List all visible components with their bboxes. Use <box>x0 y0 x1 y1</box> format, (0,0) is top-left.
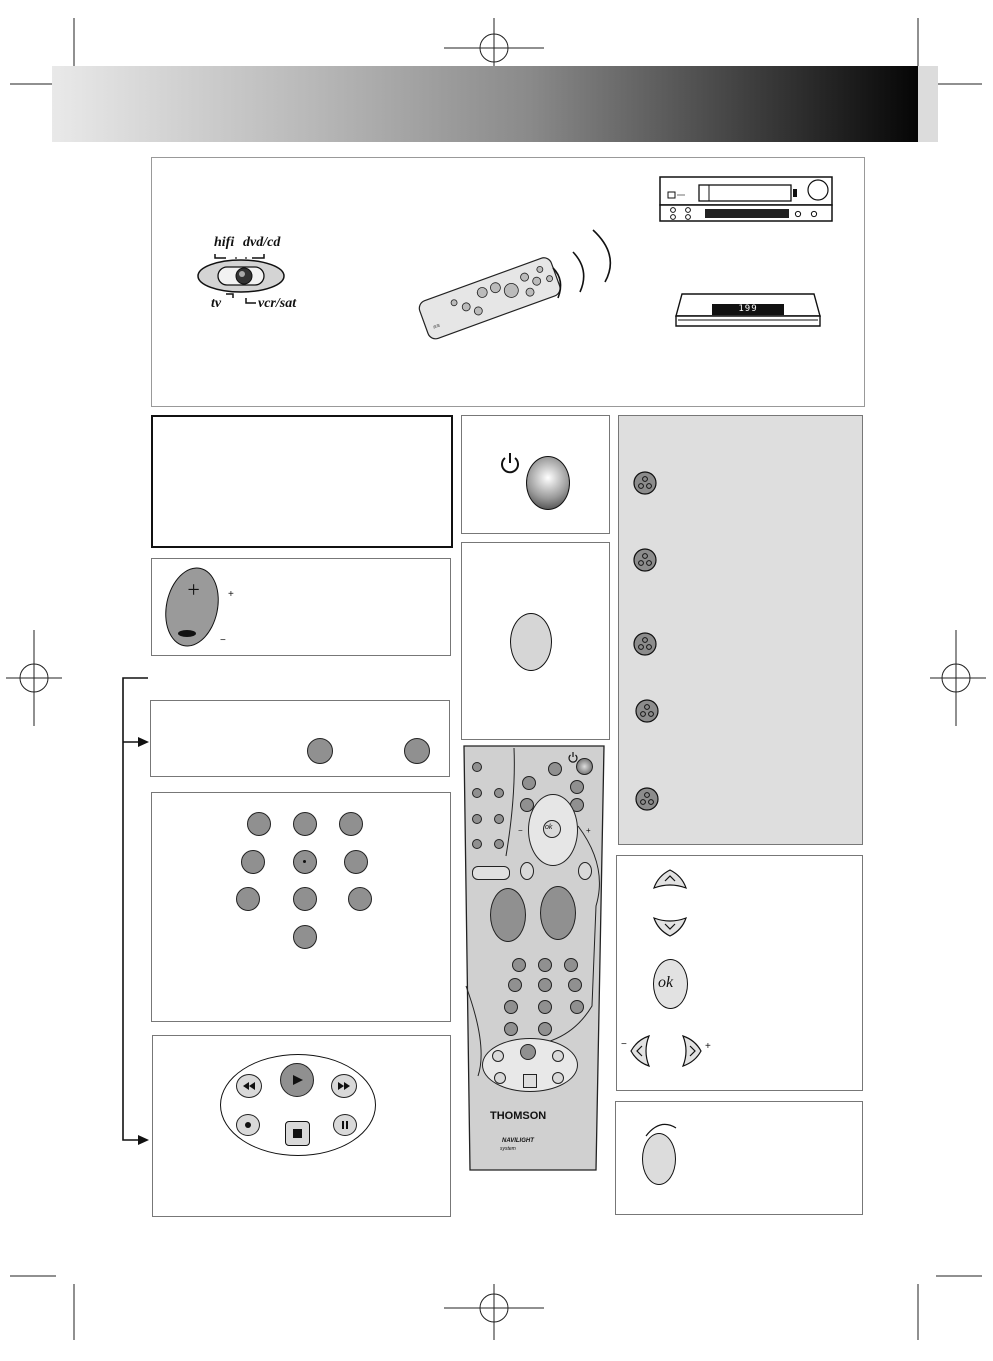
volume-box <box>151 558 451 656</box>
keypad-key-0[interactable] <box>293 925 317 949</box>
down-arrow-button[interactable] <box>652 914 688 938</box>
remote-transport-key[interactable] <box>520 1044 536 1060</box>
remote-numeric-key[interactable] <box>538 958 552 972</box>
power-icon <box>500 452 520 474</box>
rewind-icon <box>243 1082 255 1090</box>
volume-rocker-plus-glyph: + <box>186 577 201 602</box>
selector-label-tv: tv <box>211 296 222 311</box>
volume-down-label: − <box>220 635 226 646</box>
source-button-1[interactable] <box>633 471 657 495</box>
remote-numeric-key[interactable] <box>504 1000 518 1014</box>
play-icon <box>293 1075 303 1085</box>
vcr-device-icon <box>659 176 835 224</box>
remote-transport-key[interactable] <box>552 1072 564 1084</box>
remote-numeric-key[interactable] <box>538 1000 552 1014</box>
keypad-key-6[interactable] <box>344 850 368 874</box>
left-round-button[interactable] <box>307 738 333 764</box>
ok-button-label: ok <box>658 974 674 991</box>
source-button-5[interactable] <box>635 787 659 811</box>
remote-power-button[interactable] <box>576 758 593 775</box>
remote-transport-key[interactable] <box>494 1072 506 1084</box>
remote-numeric-key[interactable] <box>538 978 552 992</box>
light-button[interactable] <box>642 1133 676 1185</box>
remote-nav-minus: − <box>518 826 523 835</box>
remote-key[interactable] <box>472 839 482 849</box>
keypad-key-8[interactable] <box>293 887 317 911</box>
remote-source-key[interactable] <box>522 776 536 790</box>
keypad-key-3[interactable] <box>339 812 363 836</box>
selector-label-hifi: hifi <box>214 235 235 250</box>
volume-rocker[interactable] <box>158 562 225 651</box>
remote-numeric-key[interactable] <box>508 978 522 992</box>
transport-box <box>152 1035 451 1217</box>
remote-oval-key[interactable] <box>578 862 592 880</box>
source-button-3[interactable] <box>633 632 657 656</box>
remote-system-logo-line1: NAVILIGHT <box>502 1138 534 1144</box>
header-band-edge <box>918 66 938 142</box>
light-button-arc <box>640 1118 680 1138</box>
registration-mark-top <box>444 18 544 72</box>
remote-key[interactable] <box>494 788 504 798</box>
standby-box <box>461 415 610 534</box>
remote-ok-label: ok <box>545 824 553 831</box>
standby-button[interactable] <box>526 456 570 510</box>
oval-button[interactable] <box>510 613 552 671</box>
remote-key[interactable] <box>472 814 482 824</box>
stop-icon <box>293 1129 302 1138</box>
volume-rocker-minus-mark <box>178 630 196 637</box>
remote-key[interactable] <box>494 839 504 849</box>
two-button-box <box>150 700 450 777</box>
keypad-key-5-dot <box>303 860 306 863</box>
remote-key[interactable] <box>472 762 482 772</box>
remote-nav-plus: + <box>586 826 591 835</box>
remote-key[interactable] <box>472 788 482 798</box>
registration-mark-left <box>6 630 62 726</box>
selector-label-dvd-cd: dvd/cd <box>243 235 281 250</box>
remote-key[interactable] <box>494 814 504 824</box>
remote-transport-key[interactable] <box>492 1050 504 1062</box>
pause-icon <box>342 1121 348 1129</box>
satellite-display-readout: 199 <box>738 304 758 314</box>
numeric-keypad-box <box>151 792 451 1022</box>
left-arrow-minus-label: − <box>621 1039 627 1050</box>
remote-oval-key[interactable] <box>520 862 534 880</box>
keypad-key-2[interactable] <box>293 812 317 836</box>
remote-mode-switch[interactable] <box>472 866 510 880</box>
fast-forward-icon <box>338 1082 350 1090</box>
keypad-key-9[interactable] <box>348 887 372 911</box>
keypad-key-7[interactable] <box>236 887 260 911</box>
registration-mark-bottom <box>444 1284 544 1340</box>
svg-text:≡≡: ≡≡ <box>432 323 442 332</box>
remote-brand-logo: THOMSON <box>490 1110 547 1122</box>
satellite-receiver <box>674 290 824 330</box>
oval-button-box <box>461 542 610 740</box>
right-round-button[interactable] <box>404 738 430 764</box>
remote-numeric-key[interactable] <box>538 1022 552 1036</box>
light-button-box <box>615 1101 863 1215</box>
source-button-panel <box>618 415 863 845</box>
info-box <box>151 415 453 548</box>
keypad-key-4[interactable] <box>241 850 265 874</box>
source-button-4[interactable] <box>635 699 659 723</box>
mode-selector <box>196 232 308 312</box>
remote-power-icon <box>568 752 578 762</box>
volume-up-label: + <box>228 589 234 600</box>
registration-mark-right <box>930 630 986 726</box>
remote-system-logo-line2: system <box>500 1146 516 1152</box>
remote-numeric-key[interactable] <box>564 958 578 972</box>
remote-numeric-key[interactable] <box>570 1000 584 1014</box>
remote-numeric-key[interactable] <box>568 978 582 992</box>
record-icon <box>245 1122 251 1128</box>
keypad-key-5[interactable] <box>293 850 317 874</box>
header-band <box>52 66 920 142</box>
remote-numeric-key[interactable] <box>504 1022 518 1036</box>
remote-source-key[interactable] <box>548 762 562 776</box>
remote-program-rocker[interactable] <box>490 888 526 942</box>
up-arrow-button[interactable] <box>652 868 688 892</box>
keypad-key-1[interactable] <box>247 812 271 836</box>
navigation-box <box>616 855 863 1091</box>
remote-control <box>458 746 608 1176</box>
remote-transport-key[interactable] <box>523 1074 537 1088</box>
remote-source-key[interactable] <box>570 780 584 794</box>
remote-numeric-key[interactable] <box>512 958 526 972</box>
left-arrow-button[interactable] <box>629 1034 653 1068</box>
remote-transport-key[interactable] <box>552 1050 564 1062</box>
selector-label-vcr-sat: vcr/sat <box>258 296 297 311</box>
right-arrow-plus-label: + <box>705 1041 711 1052</box>
remote-volume-rocker[interactable] <box>540 886 576 940</box>
source-button-2[interactable] <box>633 548 657 572</box>
remote-signal-illustration <box>415 220 665 350</box>
right-arrow-button[interactable] <box>679 1034 703 1068</box>
